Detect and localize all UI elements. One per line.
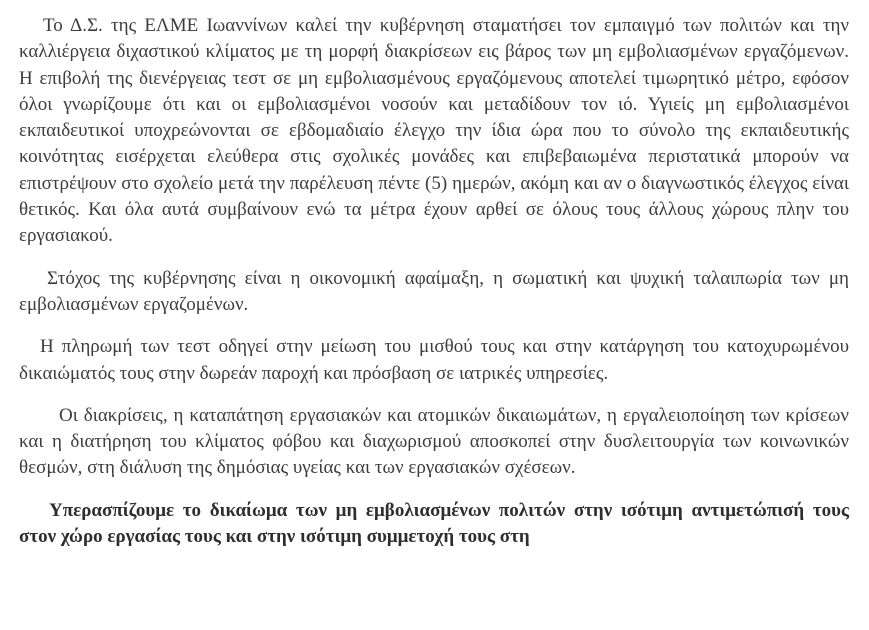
paragraph-4: Οι διακρίσεις, η καταπάτηση εργασιακών και ατομικών δικαιωμάτων, η εργαλειοποίηση των κρίσεων και η διατήρηση του κλίματος φόβου και διαχωρισμού αποσκοπεί στην δυσλειτουργία των κοινωνικών θεσμών, στη διάλυση της δημόσιας υγείας και των εργασιακών σχέσεων. [19, 404, 849, 479]
paragraph-5-bold: Υπερασπίζουμε το δικαίωμα των μη εμβολιασμένων πολιτών στην ισότιμη αντιμετώπισή τους στον χώρο εργασίας τους και στην ισότιμη συμμετοχή τους στη [19, 499, 849, 548]
paragraph-2: Στόχος της κυβέρνησης είναι η οικονομική αφαίμαξη, η σωματική και ψυχική ταλαιπωρία των μη εμβολιασμένων εργαζομένων. [19, 267, 849, 315]
paragraph-3: Η πληρωμή των τεστ οδηγεί στην μείωση του μισθού τους και στην κατάργηση του κατοχυρωμένου δικαιώματός τους στην δωρεάν παροχή και πρόσβαση σε ιατρικές υπηρεσίες. [19, 336, 849, 384]
document-body [19, 13, 849, 550]
paragraph-1: Το Δ.Σ. της ΕΛΜΕ Ιωαννίνων καλεί την κυβέρνηση σταματήσει τον εμπαιγμό των πολιτών και την καλλιέργεια διχαστικού κλίματος με τη μορφή διακρίσεων εις βάρος των μη εμβολιασμένων εργαζόμενων. Η επιβολή της διενέργειας τεστ σε μη εμβολιασμένους εργαζόμενους αποτελεί τιμωρητικό μέτρο, εφόσον όλοι γνωρίζουμε ότι και οι εμβολιασμένοι νοσούν και μεταδίδουν τον ιό. Υγιείς μη εμβολιασμένοι εκπαιδευτικοί υποχρεώνονται σε εβδομαδιαίο έλεγχο την ίδια ώρα που το σύνολο της εκπαιδευτικής κοινότητας εισέρχεται ελεύθερα στις σχολικές μονάδες και επιβεβαιωμένα περιστατικά μπορούν να επιστρέψουν στο σχολείο μετά την παρέλευση πέντε (5) ημερών, ακόμη και αν ο διαγνωστικός έλεγχος είναι θετικός. Και όλα αυτά συμβαίνουν ενώ τα μέτρα έχουν αρθεί σε όλους τους άλλους χώρους πλην του εργασιακού. [19, 15, 849, 247]
